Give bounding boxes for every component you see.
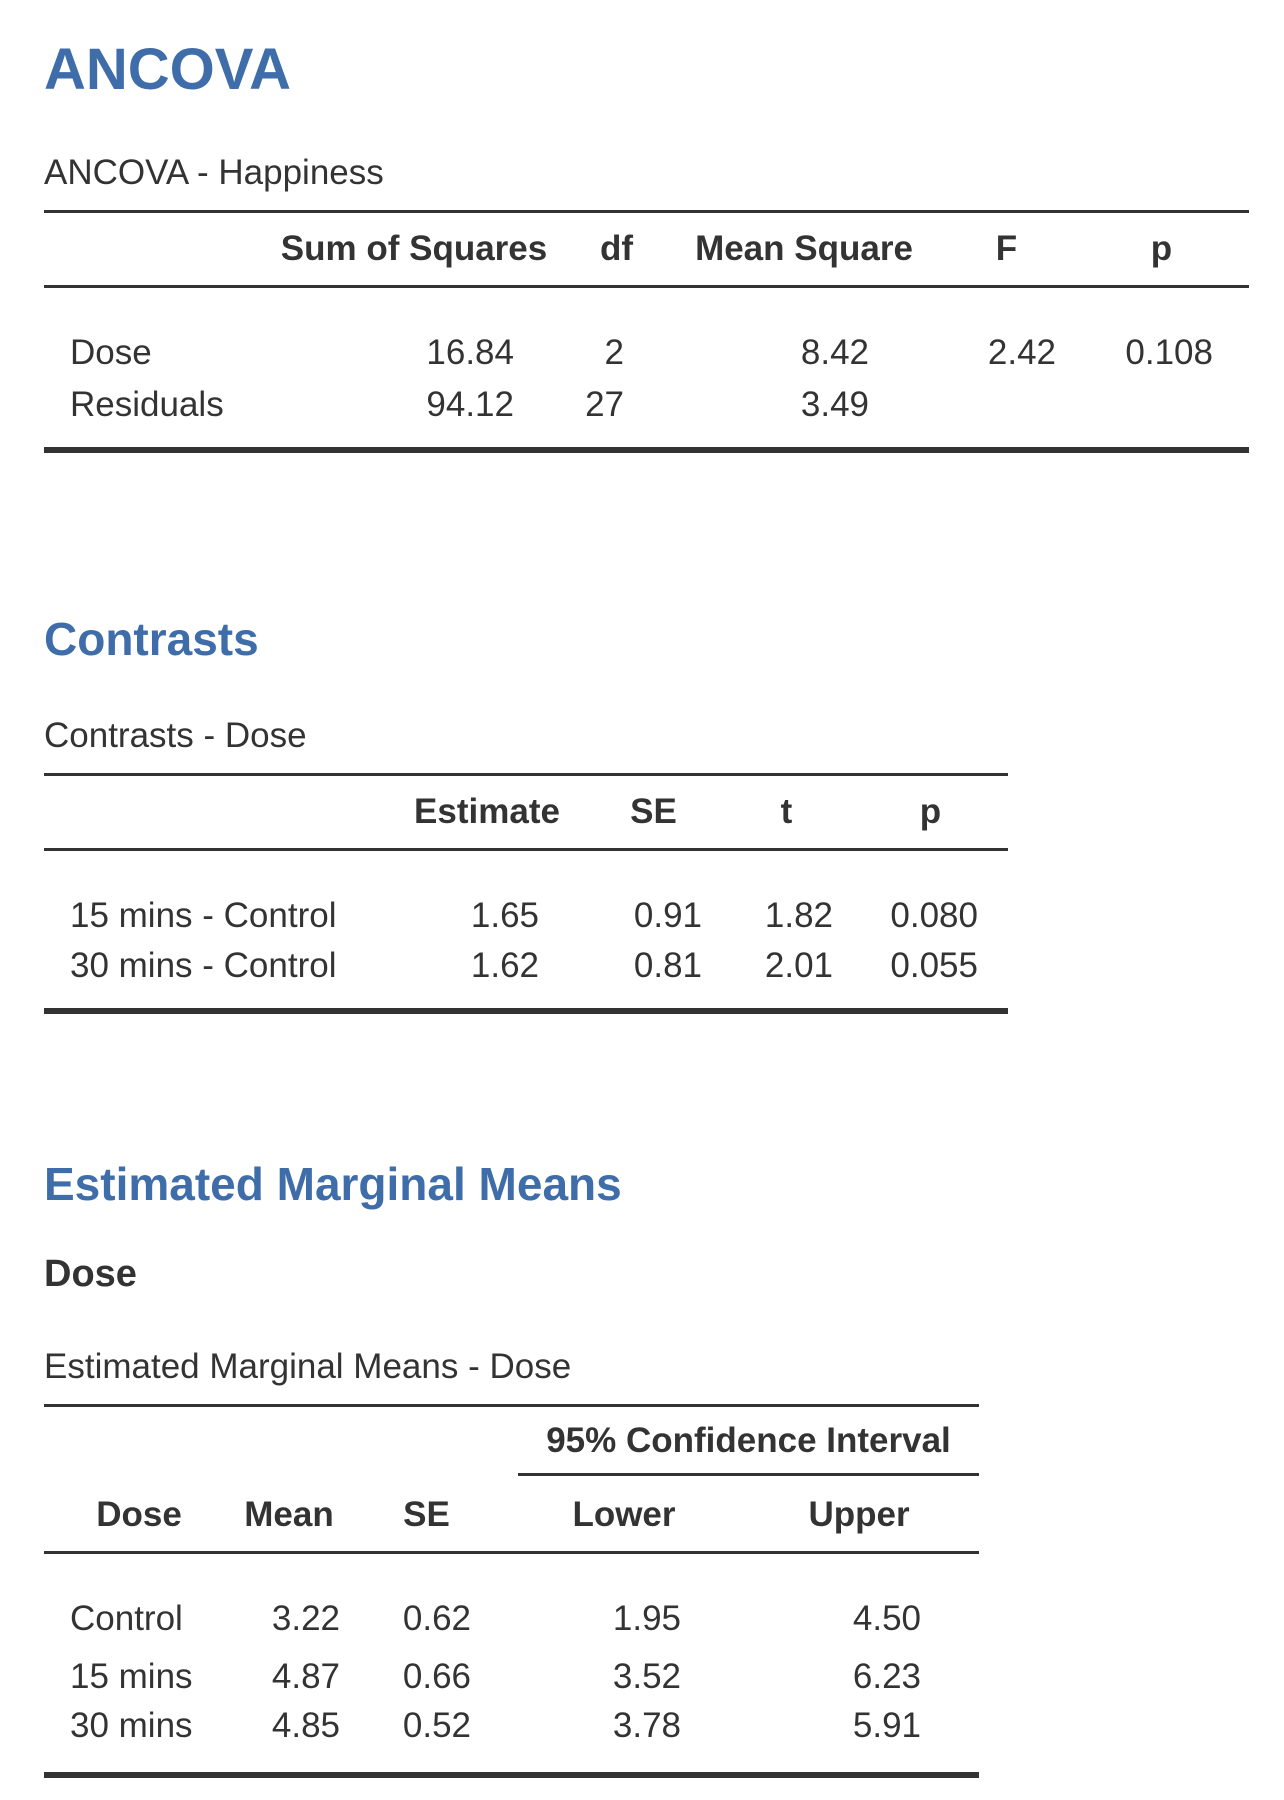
contrasts-t-cell: 2.01 [764,945,833,985]
contrasts-heading: Contrasts [44,613,259,665]
emm-table-title: Estimated Marginal Means - Dose [44,1347,572,1386]
ancova-col-ss: Sum of Squares [264,212,564,287]
emm-upper-cell: 6.23 [852,1657,921,1696]
table-row [44,385,1249,447]
ancova-header-row [44,212,1249,287]
table-row [44,946,1008,1008]
ancova-ms-cell: 8.42 [800,332,869,372]
contrasts-table-title: Contrasts - Dose [44,716,307,755]
table-row [44,1706,979,1772]
ancova-col-f: F [939,212,1074,287]
ancova-ss-cell: 94.12 [426,384,514,424]
ancova-table [44,210,1249,453]
emm-col-se: SE [344,1479,509,1553]
ancova-ss-cell: 16.84 [426,332,514,372]
emm-mean-cell: 4.87 [271,1657,340,1696]
contrasts-col-estimate: Estimate [387,775,587,850]
contrasts-header-row [44,775,1008,850]
contrasts-col-label [44,775,387,850]
emm-col-dose: Dose [44,1479,234,1553]
ancova-term-cell: Dose [70,332,152,372]
contrasts-label-cell: 15 mins - Control [70,895,337,935]
table-row [44,1649,979,1706]
emm-se-cell: 0.62 [402,1598,471,1638]
emm-col-upper: Upper [739,1479,979,1553]
emm-dose-cell: 30 mins [70,1705,193,1745]
contrasts-col-se: SE [587,775,720,850]
emm-dose-cell: Control [70,1598,183,1638]
emm-ci-header: 95% Confidence Interval [518,1411,979,1476]
emm-col-lower: Lower [509,1479,739,1553]
contrasts-table [44,773,1008,1014]
contrasts-se-cell: 0.91 [633,895,702,935]
contrasts-estimate-cell: 1.62 [470,945,539,985]
ancova-col-p: p [1074,212,1249,287]
ancova-bottom-rule [44,447,1249,450]
emm-header-row [44,1479,979,1553]
emm-header-row-group [44,1406,979,1480]
emm-dose-cell: 15 mins [70,1657,193,1696]
contrasts-label-cell: 30 mins - Control [70,945,337,985]
emm-se-cell: 0.66 [402,1657,471,1696]
emm-lower-cell: 3.52 [612,1657,681,1696]
ancova-f-cell [939,385,1074,447]
emm-heading: Estimated Marginal Means [44,1158,622,1210]
ancova-p-cell [1074,385,1249,447]
contrasts-col-p: p [853,775,1008,850]
contrasts-estimate-cell: 1.65 [470,895,539,935]
emm-lower-cell: 3.78 [612,1705,681,1745]
contrasts-se-cell: 0.81 [633,945,702,985]
emm-mean-cell: 3.22 [271,1598,340,1638]
ancova-term-cell: Residuals [70,384,224,424]
emm-mean-cell: 4.85 [271,1705,340,1745]
ancova-ms-cell: 3.49 [800,384,869,424]
ancova-p-cell: 0.108 [1125,332,1213,372]
emm-bottom-rule [44,1772,979,1775]
table-row [44,1553,979,1649]
ancova-col-ms: Mean Square [669,212,939,287]
ancova-f-cell: 2.42 [987,332,1056,372]
emm-table [44,1404,979,1778]
contrasts-col-t: t [720,775,853,850]
table-row [44,850,1008,946]
ancova-col-term [44,212,264,287]
emm-se-cell: 0.52 [402,1705,471,1745]
table-row [44,287,1249,385]
contrasts-p-cell: 0.055 [890,945,978,985]
ancova-df-cell: 2 [604,332,624,372]
emm-subheading: Dose [44,1253,137,1295]
ancova-col-df: df [564,212,669,287]
contrasts-t-cell: 1.82 [764,895,833,935]
emm-upper-cell: 5.91 [852,1705,921,1745]
emm-col-mean: Mean [234,1479,344,1553]
contrasts-bottom-rule [44,1008,1008,1011]
emm-upper-cell: 4.50 [852,1598,921,1638]
ancova-table-title: ANCOVA - Happiness [44,153,384,192]
ancova-heading: ANCOVA [44,37,292,102]
emm-lower-cell: 1.95 [612,1598,681,1638]
contrasts-p-cell: 0.080 [890,895,978,935]
ancova-df-cell: 27 [585,384,624,424]
